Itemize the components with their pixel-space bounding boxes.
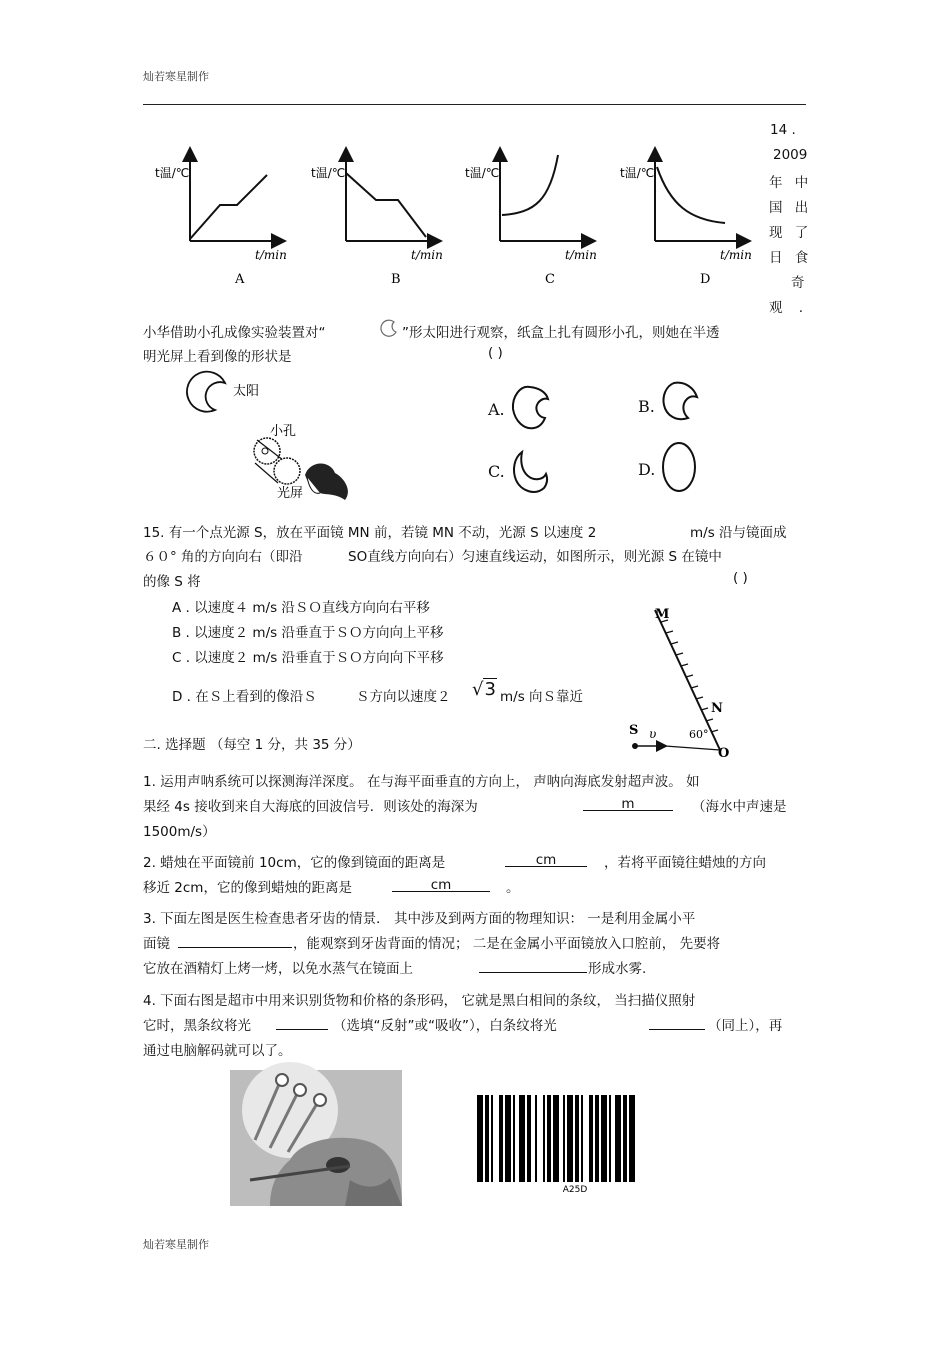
q14-side-line-2: 2009: [773, 147, 808, 163]
graph-c: [465, 150, 597, 287]
graph-a-ylabel: t温/℃: [155, 166, 190, 180]
graph-d-label: D: [700, 272, 711, 287]
f2-blank-2[interactable]: cm: [392, 877, 490, 892]
f1-line3: 1500m/s）: [143, 824, 216, 840]
f2-blank-1[interactable]: cm: [505, 852, 587, 867]
barcode-bar: [595, 1095, 599, 1182]
velocity-label: υ: [649, 727, 657, 741]
barcode-bar: [499, 1095, 503, 1182]
f3-line3-b: 形成水雾.: [588, 961, 647, 977]
graph-d: [620, 150, 752, 287]
barcode-bar: [609, 1095, 611, 1182]
barcode-bar: [505, 1095, 511, 1182]
f1-line1: 1. 运用声呐系统可以探测海洋深度。 在与海平面垂直的方向上， 声呐向海底发射超声波。 如: [143, 774, 700, 790]
graph-b-ylabel: t温/℃: [311, 166, 346, 180]
q15-option-c: C . 以速度２ m/s 沿垂直于ＳＯ方向向下平移: [172, 650, 444, 666]
barcode-bar: [553, 1095, 559, 1182]
q15-line1-a: 15. 有一个点光源 S，放在平面镜 MN 前，若镜 MN 不动，光源 S 以速度 2: [143, 525, 597, 541]
f1-blank-1[interactable]: m: [583, 796, 673, 811]
f4-line1: 4. 下面右图是超市中用来识别货物和价格的条形码， 它就是黑白相间的条纹， 当扫描仪照射: [143, 993, 696, 1009]
q14-option-c-shape: [510, 446, 550, 498]
q14-option-b-label: B.: [638, 397, 655, 416]
f2-line1-a: 2. 蜡烛在平面镜前 10cm，它的像到镜面的距离是: [143, 855, 446, 871]
f3-line2-a: 面镜: [143, 936, 170, 952]
barcode-bar: [601, 1095, 607, 1182]
q14-option-a-shape: [510, 383, 550, 433]
q15-option-d-a: D . 在Ｓ上看到的像沿Ｓ: [172, 689, 317, 705]
dental-exam-photo: [230, 1070, 402, 1206]
page-header: 灿若寒星制作: [143, 70, 209, 83]
source-label-s: S: [629, 723, 639, 738]
q14-option-d-label: D.: [638, 460, 656, 479]
q15-line3: 的像 S 将: [143, 574, 201, 590]
mirror-label-n: N: [711, 701, 723, 716]
barcode-bar: [527, 1095, 531, 1182]
mirror-label-m: M: [655, 607, 670, 622]
barcode-bar: [519, 1095, 525, 1182]
barcode-bar: [567, 1095, 573, 1182]
barcode-bar: [563, 1095, 565, 1182]
q14-side-line-1: 14 .: [770, 122, 796, 138]
q14-answer-paren: ( ): [488, 345, 503, 361]
q14-line1-b: ”形太阳进行观察，纸盒上扎有圆形小孔，则她在半透: [402, 325, 720, 341]
q14-side-line-5: 现 了: [769, 225, 809, 241]
q14-line2: 明光屏上看到像的形状是: [143, 349, 292, 365]
q14-side-line-7: 奇: [791, 275, 805, 291]
point-o-label: O: [718, 746, 730, 761]
barcode-bar: [477, 1095, 483, 1182]
barcode-bar: [485, 1095, 489, 1182]
q14-side-line-6: 日 食: [769, 250, 809, 266]
pinhole-figure: [185, 365, 365, 505]
graph-b: [311, 150, 443, 287]
angle-label: 60°: [689, 728, 709, 741]
graph-b-label: B: [391, 272, 401, 287]
sun-label: 太阳: [233, 384, 260, 399]
barcode-bar: [575, 1095, 579, 1182]
q15-line1-b: m/s 沿与镜面成: [690, 525, 787, 541]
f3-blank-1[interactable]: [178, 933, 292, 948]
graph-b-xlabel: t/min: [411, 248, 443, 262]
hole-label: 小孔: [270, 424, 297, 439]
f3-line1: 3. 下面左图是医生检查患者牙齿的情景． 其中涉及到两方面的物理知识： 一是利用金属小平: [143, 911, 696, 927]
q15-option-a: A . 以速度４ m/s 沿ＳＯ直线方向向右平移: [172, 600, 430, 616]
f3-blank-2[interactable]: [479, 958, 587, 973]
graph-c-ylabel: t温/℃: [465, 166, 500, 180]
q14-option-a-label: A.: [488, 400, 505, 419]
q14-option-b-shape: [660, 380, 700, 430]
q15-option-b: B . 以速度２ m/s 沿垂直于ＳＯ方向向上平移: [172, 625, 444, 641]
f4-blank-2[interactable]: [649, 1015, 705, 1030]
sqrt-radicand: 3: [484, 679, 496, 700]
q14-side-line-3: 年 中: [769, 175, 809, 191]
f4-line2-a: 它时，黑条纹将光: [143, 1018, 251, 1034]
barcode-bar: [581, 1095, 583, 1182]
q15-line2-a: ６０° 角的方向向右（即沿: [143, 549, 303, 565]
barcode-bar: [589, 1095, 593, 1182]
q14-option-c-label: C.: [488, 462, 505, 481]
q14-side-line-4: 国 出: [769, 200, 809, 216]
barcode-bar: [513, 1095, 515, 1182]
barcode-bar: [615, 1095, 621, 1182]
f4-line3: 通过电脑解码就可以了。: [143, 1043, 292, 1059]
screen-label: 光屏: [277, 486, 304, 501]
graph-c-label: C: [545, 272, 555, 287]
barcode-bar: [535, 1095, 537, 1182]
barcode-bar: [623, 1095, 627, 1182]
f3-line3-a: 它放在酒精灯上烤一烤，以免水蒸气在镜面上: [143, 961, 413, 977]
header-rule: [143, 104, 806, 105]
barcode-bar: [629, 1095, 635, 1182]
mirror-figure: [625, 600, 730, 760]
graph-d-ylabel: t温/℃: [620, 166, 655, 180]
q15-line2-b: SO直线方向向右）匀速直线运动，如图所示，则光源 S 在镜中: [348, 549, 722, 565]
graph-c-xlabel: t/min: [565, 248, 597, 262]
graph-a: [155, 150, 287, 287]
q15-answer-paren: ( ): [733, 570, 748, 586]
barcode-image: [475, 1095, 665, 1195]
barcode-bar: [547, 1095, 551, 1182]
eclipse-sun-icon: [380, 318, 402, 338]
f4-line2-c: （同上），再: [708, 1018, 783, 1034]
graph-a-xlabel: t/min: [255, 248, 287, 262]
f1-line2-b: （海水中声速是: [692, 799, 787, 815]
sqrt-icon: √3: [472, 679, 496, 700]
q14-side-line-8: 观 .: [769, 300, 804, 316]
q14-line1-a: 小华借助小孔成像实验装置对“: [143, 325, 326, 341]
f2-line2-b: 。: [506, 880, 520, 896]
barcode-bars: [477, 1095, 635, 1182]
section-2-title: 二. 选择题 （每空 1 分，共 35 分）: [143, 737, 361, 753]
page-footer: 灿若寒星制作: [143, 1238, 209, 1251]
barcode-bar: [491, 1095, 493, 1182]
q14-option-d-shape: [660, 440, 700, 495]
barcode-text: A25D: [562, 1185, 588, 1195]
graph-a-label: A: [235, 272, 245, 287]
q15-option-d-c: m/s 向Ｓ靠近: [500, 689, 584, 705]
f1-line2-a: 果经 4s 接收到来自大海底的回波信号．则该处的海深为: [143, 799, 478, 815]
f4-blank-1[interactable]: [276, 1015, 328, 1030]
barcode-bar: [543, 1095, 545, 1182]
f4-line2-b: （选填“反射”或“吸收”），白条纹将光: [333, 1018, 557, 1034]
graph-d-xlabel: t/min: [720, 248, 752, 262]
f3-line2-b: ，能观察到牙齿背面的情况； 二是在金属小平面镜放入口腔前， 先要将: [293, 936, 721, 952]
q15-option-d-b: Ｓ方向以速度２: [356, 689, 451, 705]
f2-line2-a: 移近 2cm，它的像到蜡烛的距离是: [143, 880, 352, 896]
f2-line1-b: ，若将平面镜往蜡烛的方向: [604, 855, 766, 871]
temperature-graphs: [155, 145, 770, 295]
